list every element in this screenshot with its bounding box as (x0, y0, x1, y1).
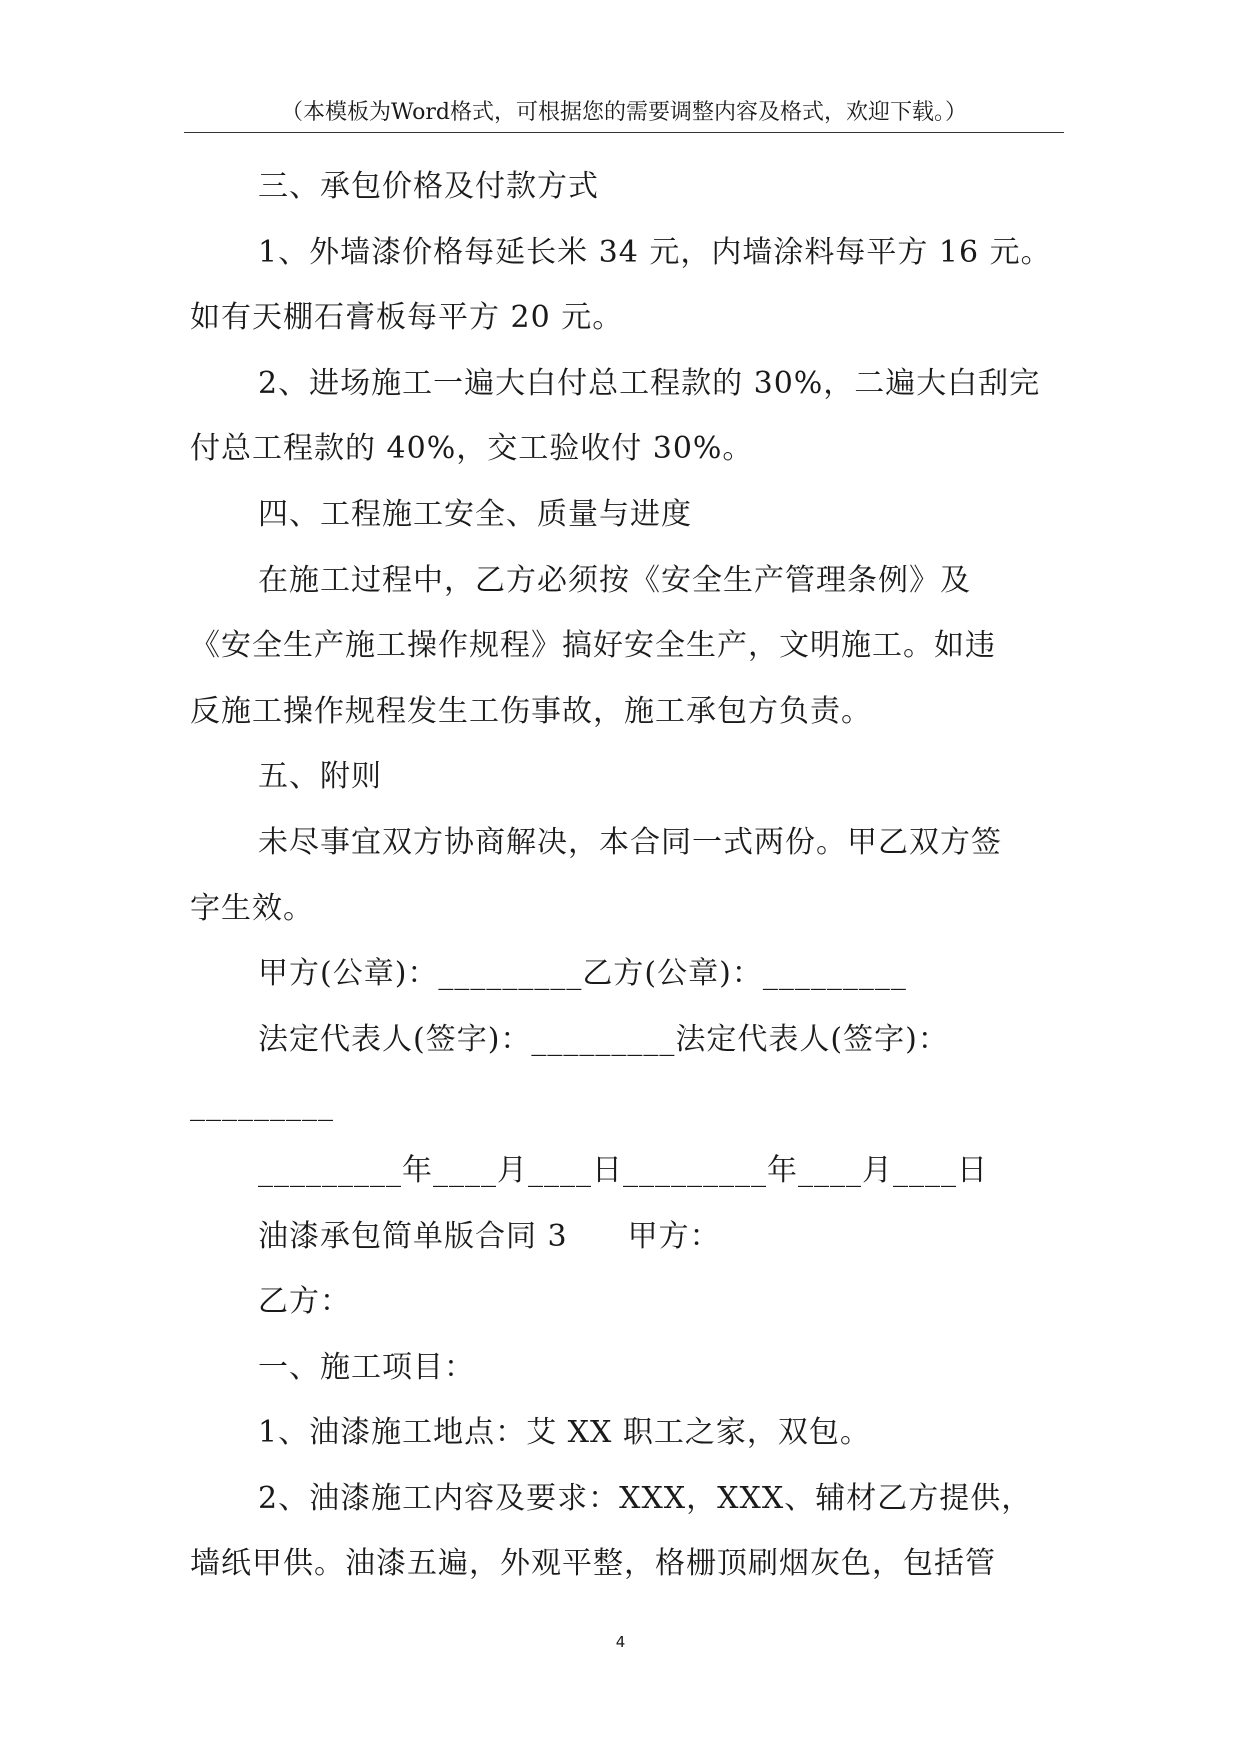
header-note: （本模板为Word格式，可根据您的需要调整内容及格式，欢迎下载。） (281, 100, 967, 125)
contract-3-title: 油漆承包简单版合同 3 (258, 1218, 568, 1254)
text-line: 2、油漆施工内容及要求：XXX，XXX、辅材乙方提供， (258, 1480, 1033, 1516)
text-line: 如有天棚石膏板每平方 20 元。 (190, 300, 624, 336)
contract-text-block-2 (190, 1269, 1070, 1597)
text-line: 1、外墙漆价格每延长米 34 元，内墙涂料每平方 16 元。 (258, 234, 1052, 270)
text-line: 法定代表人(签字)：_________法定代表人(签字)： (258, 1021, 949, 1057)
text-line: 五、附则 (258, 759, 382, 795)
contract-text-block-1 (190, 154, 1070, 1204)
text-line: 反施工操作规程发生工伤事故，施工承包方负责。 (190, 693, 872, 729)
text-line: 付总工程款的 40%，交工验收付 30%。 (190, 431, 754, 467)
text-line: 2、进场施工一遍大白付总工程款的 30%，二遍大白刮完 (258, 365, 1041, 401)
text-line: 《安全生产施工操作规程》搞好安全生产，文明施工。如违 (190, 628, 996, 664)
text-line: 一、施工项目： (258, 1349, 475, 1385)
text-line: 在施工过程中，乙方必须按《安全生产管理条例》及 (258, 562, 971, 598)
text-line: 1、油漆施工地点：艾 XX 职工之家，双包。 (258, 1415, 871, 1451)
party-a-label: 甲方： (627, 1218, 721, 1254)
contract3-title-line (190, 1204, 1070, 1270)
page-number: 4 (615, 1633, 626, 1651)
header-divider (184, 132, 1064, 133)
document-body (190, 154, 1070, 1597)
text-line: 墙纸甲供。油漆五遍，外观平整，格栅顶刷烟灰色，包括管 (190, 1546, 996, 1582)
text-line: 三、承包价格及付款方式 (258, 169, 599, 204)
text-line: _________年____月____日_________年____月____日 (258, 1152, 988, 1188)
text-line: 四、工程施工安全、质量与进度 (258, 496, 692, 532)
text-line: _________ (190, 1087, 334, 1123)
text-line: 字生效。 (190, 890, 314, 926)
text-line: 未尽事宜双方协商解决，本合同一式两份。甲乙双方签 (258, 824, 1002, 860)
text-line: 甲方(公章)：_________乙方(公章)：_________ (258, 956, 907, 992)
text-line: 乙方： (258, 1284, 351, 1320)
